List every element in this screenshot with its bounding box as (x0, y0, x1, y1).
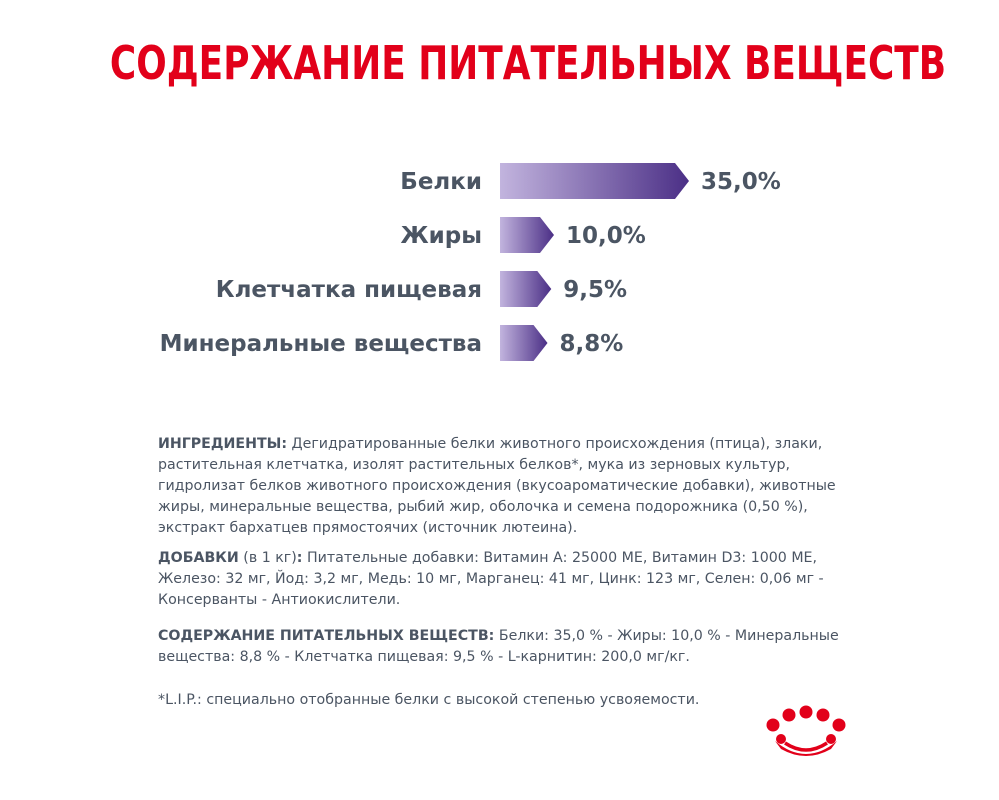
ingredients-label: ИНГРЕДИЕНТЫ: (158, 436, 288, 452)
bar-label: Клетчатка пищевая (215, 277, 482, 303)
bar (500, 325, 548, 361)
nutrients-text (158, 626, 848, 668)
additives-unit: (в 1 кг) (238, 550, 297, 566)
bar-value-label: 8,8% (559, 331, 624, 357)
ingredients-text (158, 434, 848, 539)
additives-colon: : (296, 550, 303, 566)
bar-label: Жиры (400, 223, 482, 249)
bar-value-label: 35,0% (701, 169, 781, 195)
nutrient-bar-chart (0, 150, 999, 370)
page-title: СОДЕРЖАНИЕ ПИТАТЕЛЬНЫХ ВЕЩЕСТВ (109, 36, 947, 90)
additives-body: Питательные добавки: Витамин А: 25000 МЕ, Витамин D3: 1000 МЕ, Железо: 32 мг, Йод: 3,2 мг, Медь: 10 мг, Марганец: 41 мг, Цинк: 123 мг, Селен: 0,06 мг - Консерванты - Антиокислители. (158, 550, 824, 608)
nutrients-body: Белки: 35,0 % - Жиры: 10,0 % - Минеральные вещества: 8,8 % - Клетчатка пищевая: 9,5 % - L-карнитин: 200,0 мг/кг. (158, 628, 839, 665)
footnote: *L.I.P.: специально отобранные белки с высокой степенью усвояемости. (158, 692, 700, 708)
bar-value-label: 10,0% (566, 223, 646, 249)
additives-text (158, 548, 848, 611)
additives-label: ДОБАВКИ (158, 550, 239, 566)
bar (500, 271, 551, 307)
ingredients-body: Дегидратированные белки животного происхождения (птица), злаки, растительная клетчатка, изолят растительных белков*, мука из зерновых культур, гидролизат белков животного происхождения (вкусоароматические добавки), животные жиры, минеральные вещества, рыбий жир, оболочка и семена подорожника (0,50 %), экстракт бархатцев прямостоячих (источник лютеина). (158, 436, 836, 536)
bar (500, 163, 689, 199)
bar-label: Белки (400, 169, 482, 195)
nutrients-label: СОДЕРЖАНИЕ ПИТАТЕЛЬНЫХ ВЕЩЕСТВ: (158, 628, 495, 644)
bar-label: Минеральные вещества (159, 331, 482, 357)
royal-canin-crown-icon (765, 705, 855, 763)
bar (500, 217, 554, 253)
bar-value-label: 9,5% (563, 277, 628, 303)
